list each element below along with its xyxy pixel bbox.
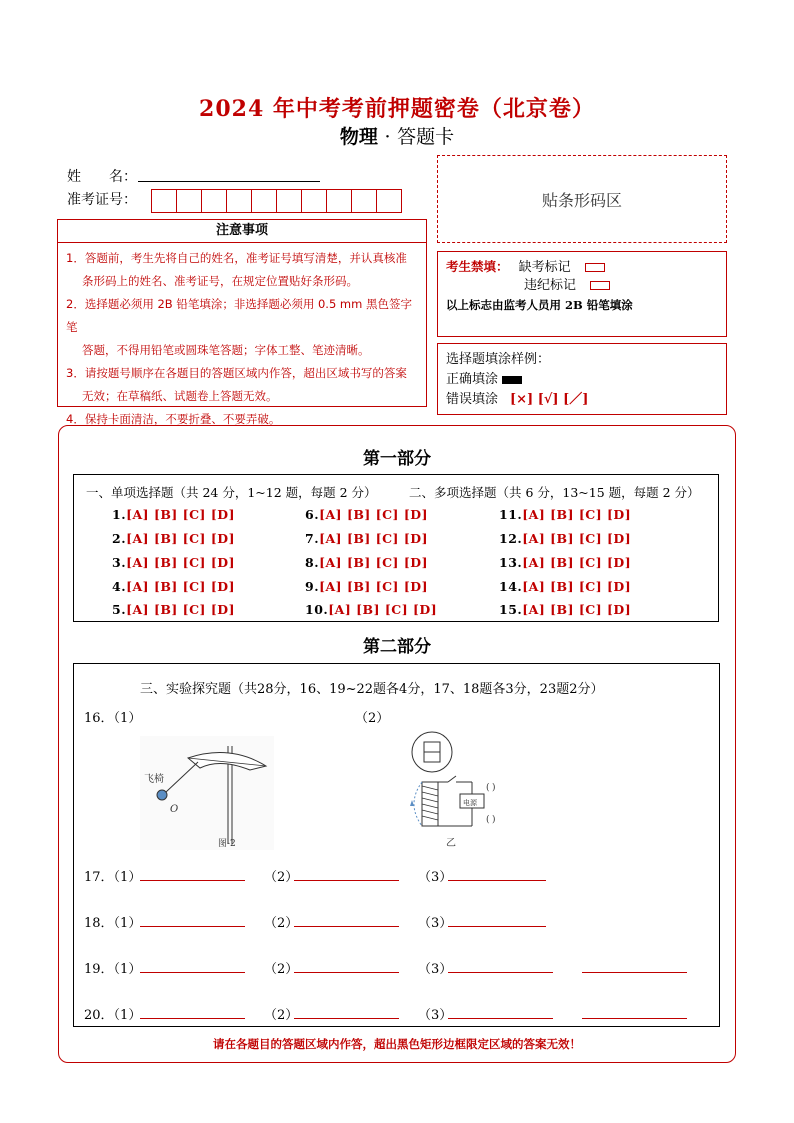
svg-text:(: ( [486, 815, 490, 825]
answer-blank[interactable] [448, 926, 546, 927]
violation-label: 违纪标记 [524, 278, 577, 293]
mcq-question [499, 579, 631, 594]
mcq-question-number: 6. [305, 507, 320, 522]
mcq-options[interactable]: [A] [B] [C] [D] [522, 507, 632, 522]
examiner-marks-box [437, 251, 727, 337]
footer-warning: 请在各题目的答题区域内作答，超出黑色矩形边框限定区域的答案无效！ [213, 1037, 581, 1051]
q-sub-label: （3） [418, 916, 453, 931]
q16-2-label: （2） [355, 711, 390, 726]
exam-id-boxes[interactable] [151, 189, 401, 213]
answer-blank[interactable] [140, 926, 245, 927]
mcq-question [499, 555, 631, 570]
id-digit-box[interactable] [276, 189, 302, 213]
mcq-options[interactable]: [A] [B] [C] [D] [126, 555, 235, 570]
id-digit-box[interactable] [201, 189, 227, 213]
svg-text:): ) [492, 815, 496, 825]
filled-mark-sample [502, 376, 522, 384]
absent-label: 缺考标记 [518, 260, 571, 275]
notice-item: 3．请按题号顺序在各题目的答题区域内作答，超出区域书写的答案 [66, 366, 407, 380]
mcq-heading-multi: 二、多项选择题（共 6 分，13~15 题，每题 2 分） [409, 485, 700, 500]
q-sub-label: （2） [264, 916, 299, 931]
figure-flying-chair [140, 736, 274, 850]
mcq-options[interactable]: [A] [B] [C] [D] [328, 602, 438, 617]
mcq-options[interactable]: [A] [B] [C] [D] [319, 507, 428, 522]
notice-item-cont: 无效；在草稿纸、试题卷上答题无效。 [82, 389, 278, 403]
mcq-question [112, 555, 235, 570]
mcq-question-number: 5. [112, 602, 127, 617]
answer-blank[interactable] [140, 880, 245, 881]
mcq-question-number: 12. [499, 531, 523, 546]
mcq-question-number: 3. [112, 555, 127, 570]
mcq-question [305, 555, 428, 570]
name-label: 姓 名： [67, 169, 137, 185]
q-sub-label: （2） [264, 1008, 299, 1023]
part2-box [73, 663, 720, 1027]
answer-blank[interactable] [448, 1018, 553, 1019]
wrong-marks: [×] [√] [／] [510, 392, 589, 407]
q16-label: 16．（1） [84, 711, 142, 726]
barcode-area [437, 155, 727, 243]
q-sub-label: （3） [418, 870, 453, 885]
fig1-caption: 图-2 [218, 839, 236, 849]
correct-label: 正确填涂 [446, 372, 499, 387]
mcq-question-number: 7. [305, 531, 320, 546]
subject: 物理 [339, 126, 378, 148]
q-sub-label: （3） [418, 962, 453, 977]
mcq-options[interactable]: [A] [B] [C] [D] [126, 602, 235, 617]
part1-title: 第一部分 [363, 449, 431, 469]
mcq-question [305, 579, 428, 594]
wrong-label: 错误填涂 [446, 392, 499, 407]
notice-box [57, 219, 427, 426]
answer-blank[interactable] [140, 972, 245, 973]
svg-text:(: ( [486, 783, 490, 793]
page-subtitle [0, 122, 794, 149]
mcq-question [112, 531, 235, 546]
mcq-options[interactable]: [A] [B] [C] [D] [126, 507, 235, 522]
notice-item: 1．答题前，考生先将自己的姓名，准考证号填写清楚，并认真核准 [66, 251, 407, 265]
subtitle-separator: · [384, 126, 391, 148]
mcq-question-number: 10. [305, 602, 329, 617]
mcq-question [305, 602, 437, 617]
mcq-options[interactable]: [A] [B] [C] [D] [126, 531, 235, 546]
q-sub-label: （2） [264, 962, 299, 977]
forbid-note: 以上标志由监考人员用 2B 铅笔填涂 [446, 298, 633, 312]
answer-blank[interactable] [294, 926, 399, 927]
mcq-question [112, 602, 235, 617]
notice-item: 2．选择题必须用 2B 铅笔填涂；非选择题必须用 0.5 mm 黑色签字笔 [66, 297, 412, 334]
id-digit-box[interactable] [151, 189, 177, 213]
mcq-question [112, 507, 235, 522]
mcq-question-number: 11. [499, 507, 523, 522]
id-digit-box[interactable] [301, 189, 327, 213]
mcq-options[interactable]: [A] [B] [C] [D] [319, 579, 428, 594]
mcq-question [499, 602, 631, 617]
answer-blank[interactable] [448, 880, 546, 881]
forbid-label: 考生禁填： [446, 259, 509, 274]
barcode-label: 贴条形码区 [541, 190, 622, 210]
figure-electromagnet [400, 726, 498, 850]
mcq-question [112, 579, 235, 594]
q-label: 19．（1） [84, 962, 142, 977]
fill-sample-box [437, 343, 727, 415]
mcq-question-number: 13. [499, 555, 523, 570]
mcq-question [499, 507, 631, 522]
id-digit-box[interactable] [226, 189, 252, 213]
mcq-options[interactable]: [A] [B] [C] [D] [522, 555, 632, 570]
mcq-question [499, 531, 631, 546]
mcq-options[interactable]: [A] [B] [C] [D] [319, 555, 428, 570]
absent-mark-box[interactable] [585, 263, 605, 272]
q-sub-label: （3） [418, 1008, 453, 1023]
mcq-question-number: 1. [112, 507, 127, 522]
q-label: 17．（1） [84, 870, 142, 885]
mcq-heading-single: 一、单项选择题（共 24 分，1~12 题，每题 2 分） [86, 485, 377, 500]
mcq-question-number: 4. [112, 579, 127, 594]
fig2-caption: 乙 [446, 838, 456, 849]
mcq-question-number: 9. [305, 579, 320, 594]
mcq-options[interactable]: [A] [B] [C] [D] [126, 579, 235, 594]
mcq-options[interactable]: [A] [B] [C] [D] [522, 579, 632, 594]
mcq-question-number: 2. [112, 531, 127, 546]
fig2-power-label: 电源 [463, 799, 477, 807]
q-label: 20．（1） [84, 1008, 142, 1023]
answer-blank[interactable] [294, 1018, 399, 1019]
notice-item-cont: 答题，不得用铅笔或圆珠笔答题；字体工整、笔迹清晰。 [82, 343, 370, 357]
part2-heading: 三、实验探究题（共28分，16、19~22题各4分，17、18题各3分，23题2分） [140, 682, 604, 697]
name-field[interactable] [138, 180, 320, 182]
notice-title: 注意事项 [58, 220, 426, 243]
violation-mark-box[interactable] [590, 281, 610, 290]
q-sub-label: （2） [264, 870, 299, 885]
id-digit-box[interactable] [176, 189, 202, 213]
id-digit-box[interactable] [326, 189, 352, 213]
mcq-options[interactable]: [A] [B] [C] [D] [522, 602, 632, 617]
mcq-question [305, 507, 428, 522]
id-label: 准考证号： [67, 192, 137, 208]
svg-text:): ) [492, 783, 496, 793]
notice-item: 4．保持卡面清洁，不要折叠、不要弄破。 [66, 412, 281, 426]
mcq-question-number: 14. [499, 579, 523, 594]
fig1-point-label: O [170, 804, 179, 815]
answer-blank[interactable] [582, 972, 687, 973]
mcq-box [73, 474, 719, 622]
fig1-chair-label: 飞椅 [144, 774, 164, 785]
q-label: 18．（1） [84, 916, 142, 931]
notice-item-cont: 条形码上的姓名、准考证号，在规定位置贴好条形码。 [82, 274, 358, 288]
mcq-options[interactable]: [A] [B] [C] [D] [319, 531, 428, 546]
answer-blank[interactable] [140, 1018, 245, 1019]
answer-blank[interactable] [294, 972, 399, 973]
id-digit-box[interactable] [251, 189, 277, 213]
mcq-question-number: 8. [305, 555, 320, 570]
id-digit-box[interactable] [351, 189, 377, 213]
mcq-options[interactable]: [A] [B] [C] [D] [522, 531, 632, 546]
mcq-question-number: 15. [499, 602, 523, 617]
part2-title: 第二部分 [363, 637, 431, 657]
page-title: 2024 年中考考前押题密卷（北京卷） [199, 96, 595, 122]
mcq-question [305, 531, 428, 546]
answer-blank[interactable] [294, 880, 399, 881]
answer-blank[interactable] [448, 972, 553, 973]
sample-title: 选择题填涂样例： [446, 352, 551, 367]
id-digit-box[interactable] [376, 189, 402, 213]
answer-blank[interactable] [582, 1018, 687, 1019]
card-label: 答题卡 [397, 126, 455, 148]
